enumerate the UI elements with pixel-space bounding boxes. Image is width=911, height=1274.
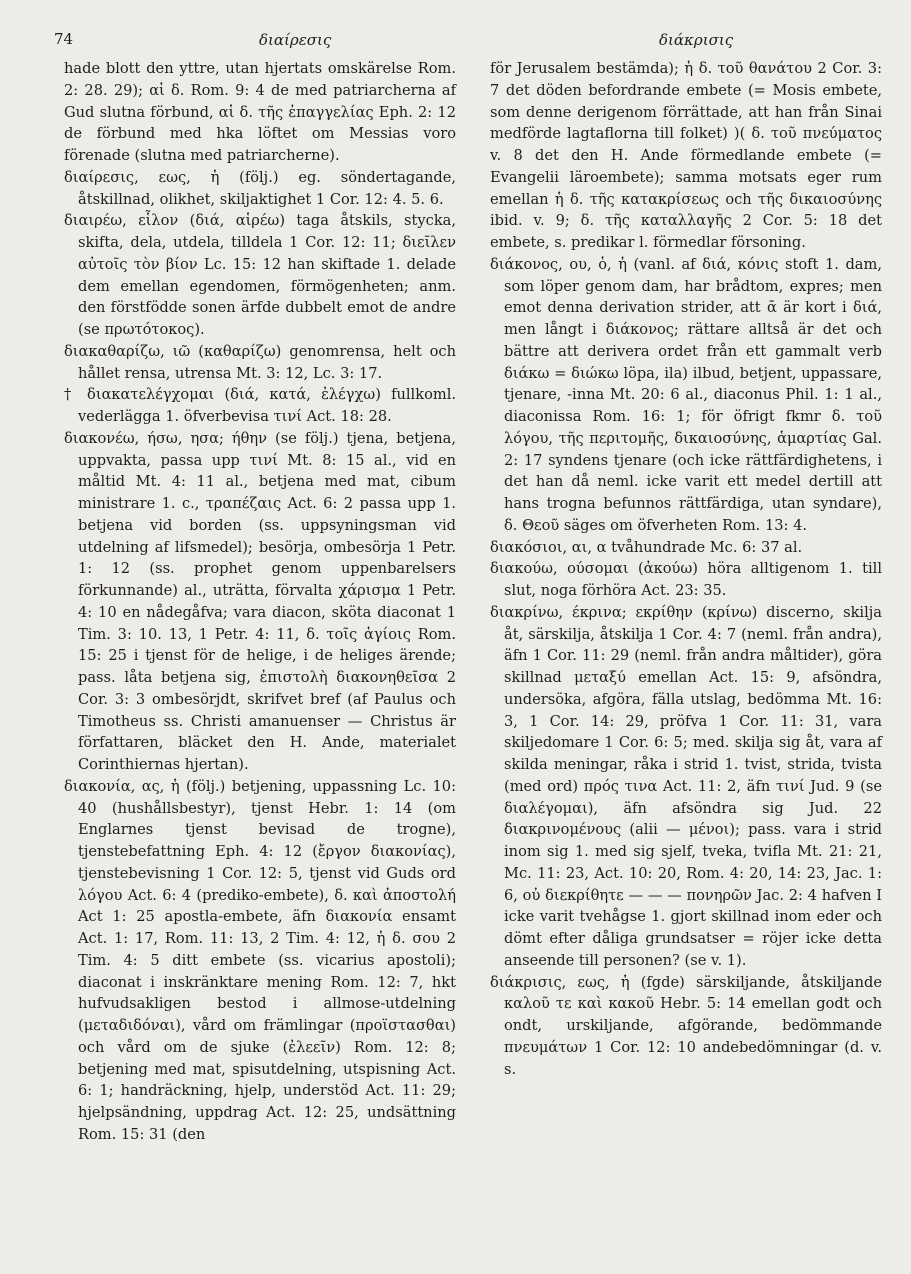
entry-diakrino: διακρίνω, έκρινα; εκρίθην (κρίνω) discerno, skilja åt, särskilja, åtskilja 1 Cor. 4: 7 (neml. från andra), äfn 1 Cor. 11: 29 (neml. från andra måltider), göra skillnad μεταξύ emellan Act. 15: 9, afsöndra, undersöka, afgöra, fälla utslag, bedömma Mt. 16: 3, 1 Cor. 14: 29, pröfva 1 Cor. 11: 31, vara skiljedomare 1 Cor. 6: 5; med. skilja sig åt, vara af skilda meningar, råka i strid 1. tvist, strida, tvista (med ord) πρός τινα Act. 11: 2, äfn τινί Jud. 9 (se διαλέγομαι), äfn afsöndra sig Jud. 22 διακρινομένους (alii — μένοι); pass. vara i strid inom sig 1. med sig sjelf, tveka, tvifla Mt. 21: 21, Mc. 11: 23, Act. 10: 20, Rom. 4: 20, 14: 23, Jac. 1: 6, οὐ διεκρίθητε — — — πονηρῶν Jac. 2: 4 hafven I icke varit tvehågse 1. gjort skillnad inom eder och dömt efter dåliga grundsatser = röjer icke detta anseende till personen? (se v. 1). [490, 603, 882, 969]
right-column [490, 58, 882, 1080]
right-running-head: διάκρισις [659, 31, 734, 49]
entry-diakosioi: διακόσιοι, αι, α tvåhundrade Mc. 6: 37 al. [490, 538, 803, 556]
entry-diaireo: διαιρέω, εἷλον (διά, αἱρέω) taga åtskils, stycka, skifta, dela, utdela, tilldela 1 Cor. 12: 11; διεῖλεν αὐτοῖς τὸν βίον Lc. 15: 12 han skiftade 1. delade dem emellan egendomen, förmögenheten; anm. den förstfödde sonen ärfde dubbelt emot de andre (se πρωτότοκος). [64, 212, 456, 338]
two-column-body [54, 58, 883, 1268]
entry-diakonos: διάκονος, ου, ὁ, ἡ (vanl. af διά, κόνις stoft 1. dam, som löper genom dam, har brådtom, expres; men emot denna derivation strider, att ᾱ är kort i διά, men långt i διάκονος; rättare alltså är det och bättre att derivera ordet från ett gammalt verb διάκω = διώκω löpa, ila) ilbud, betjent, uppassare, tjenare, -inna Mt. 20: 6 al., diaconus Phil. 1: 1 al., diaconissa Rom. 16: 1; för öfrigt fkmr δ. τοῦ λόγου, τῆς περιτομῆς, δικαιοσύνης, ἁμαρτίας Gal. 2: 17 syndens tjenare (och icke rättfärdighetens, i det han då neml. icke varit ett medel dertill att hans trogna befunnos rättfärdiga, utan syndare), δ. Θεοῦ säges om öfverheten Rom. 13: 4. [490, 255, 882, 534]
left-running-head: διαίρεσις [259, 31, 332, 49]
entry-diakatelenchomai: † διακατελέγχομαι (διά, κατά, ἐλέγχω) fullkoml. vederlägga 1. öfverbevisa τινί Act. 18: 28. [64, 386, 456, 425]
page-header [54, 30, 883, 58]
entry-diakouo: διακούω, ούσομαι (ἀκούω) höra alltigenom 1. till slut, noga förhöra Act. 23: 35. [490, 560, 882, 599]
entry-continuation: hade blott den yttre, utan hjertats omskärelse Rom. 2: 28. 29); αἱ δ. Rom. 9: 4 de med patriarcherna af Gud slutna förbund, αἱ δ. τῆς ἐπαγγελίας Eph. 2: 12 de förbund med hka löftet om Messias voro förenade (slutna med patriarcherne). [64, 60, 456, 164]
entry-diakoneo: διακονέω, ήσω, ησα; ήθην (se följ.) tjena, betjena, uppvakta, passa upp τινί Mt. 8: 15 al., vid en måltid Mt. 4: 11 al., betjena med mat, cibum ministrare 1. c., τραπέζαις Act. 6: 2 passa upp 1. betjena vid borden (ss. uppsyningsman vid utdelning af lifsmedel); besörja, ombesörja 1 Petr. 1: 12 (ss. prophet genom uppenbarelsers förkunnande) al., uträtta, förvalta χάρισμα 1 Petr. 4: 10 en nådegåfva; vara diacon, sköta diaconat 1 Tim. 3: 10. 13, 1 Petr. 4: 11, δ. τοῖς ἁγίοις Rom. 15: 25 i tjenst för de helige, i de heliges ärende; pass. låta betjena sig, ἐπιστολὴ διακονηθεῖσα 2 Cor. 3: 3 ombesörjdt, skrifvet bref (af Paulus och Timotheus ss. Christi amanuenser — Christus är författaren, bläcket den H. Ande, materialet Corinthiernas hjertan). [64, 429, 456, 773]
entry-diakonia-continued: för Jerusalem bestämda); ἡ δ. τοῦ θανάτου 2 Cor. 3: 7 det döden befordrande embete (= Mosis embete, som denne derigenom förrättade, att han från Sinai medförde lagtaflorna till folket) )( δ. τοῦ πνεύματος v. 8 det den H. Ande förmedlande embete (= Evangelii läroembete); samma motsats eger rum emellan ἡ δ. τῆς κατακρίσεως och τῆς δικαιοσύνης ibid. v. 9; δ. τῆς καταλλαγῆς 2 Cor. 5: 18 det embete, s. predikar l. förmedlar försoning. [490, 60, 882, 251]
entry-diairesis: διαίρεσις, εως, ἡ (följ.) eg. söndertagande, åtskillnad, olikhet, skiljaktighet 1 Cor. 12: 4. 5. 6. [64, 168, 456, 208]
page-number: 74 [54, 30, 74, 48]
entry-diakonia: διακονία, ας, ἡ (följ.) betjening, uppassning Lc. 10: 40 (hushållsbestyr), tjenst Hebr. 1: 14 (om Englarnes tjenst bevisad de trogne), tjenstebefattning Eph. 4: 12 (ἔργον διακονίας), tjenstebevisning 1 Cor. 12: 5, tjenst vid Guds ord λόγου Act. 6: 4 (prediko-embete), δ. καὶ ἀποστολή Act 1: 25 apostla-embete, äfn διακονία ensamt Act. 1: 17, Rom. 11: 13, 2 Tim. 4: 12, ἡ δ. σου 2 Tim. 4: 5 ditt embete (ss. vicarius apostoli); diaconat i inskränktare mening Rom. 12: 7, hkt hufvudsakligen bestod i allmose-utdelning (μεταδιδόναι), vård om främlingar (προϊστασθαι) och vård om de sjuke (ἐλεεῖν) Rom. 12: 8; betjening med mat, spisutdelning, utspisning Act. 6: 1; handräckning, hjelp, understöd Act. 11: 29; hjelpsändning, uppdrag Act. 12: 25, undsättning Rom. 15: 31 (den [64, 777, 456, 1143]
left-column [64, 58, 456, 1146]
entry-diakatharizo: διακαθαρίζω, ιῶ (καθαρίζω) genomrensa, helt och hållet rensa, utrensa Mt. 3: 12, Lc. 3: 17. [64, 342, 456, 382]
entry-diakrisis: διάκρισις, εως, ἡ (fgde) särskiljande, åtskiljande καλοῦ τε καὶ κακοῦ Hebr. 5: 14 emellan godt och ondt, urskiljande, afgörande, bedömmande πνευμάτων 1 Cor. 12: 10 andebedömningar (d. v. s. [490, 973, 882, 1078]
